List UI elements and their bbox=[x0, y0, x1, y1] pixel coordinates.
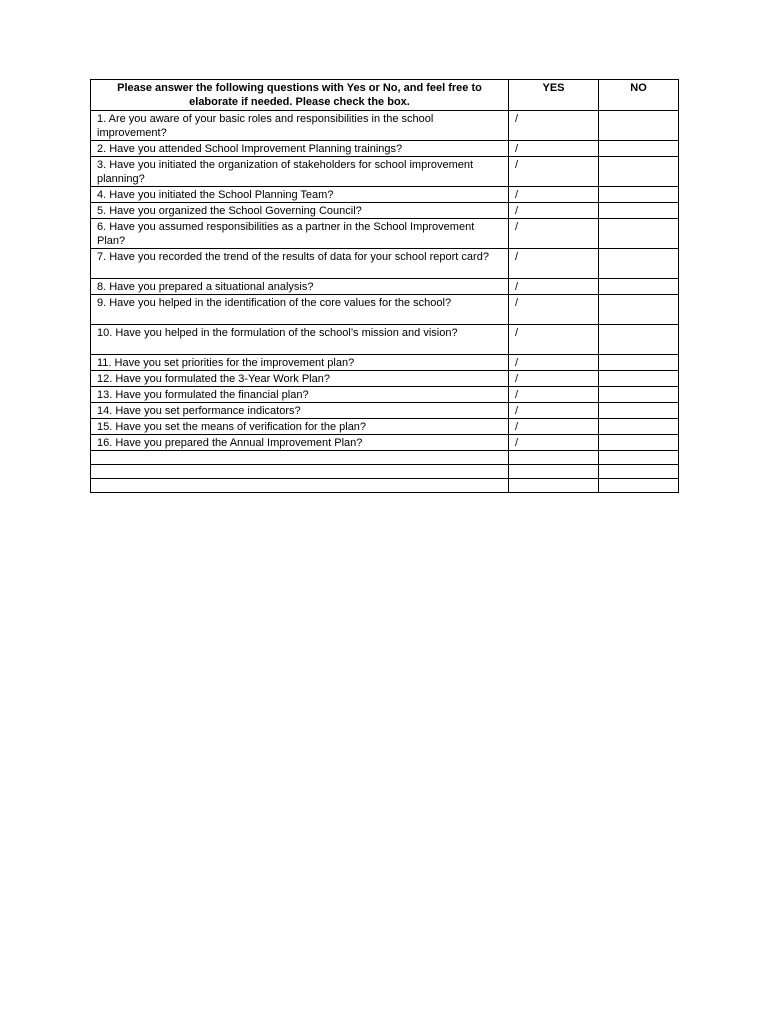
yes-checkbox-cell[interactable]: / bbox=[509, 435, 599, 451]
no-checkbox-cell[interactable] bbox=[599, 355, 679, 371]
yes-checkbox-cell[interactable]: / bbox=[509, 387, 599, 403]
yes-checkbox-cell[interactable]: / bbox=[509, 371, 599, 387]
no-checkbox-cell[interactable] bbox=[599, 403, 679, 419]
question-column-header: Please answer the following questions with Yes or No, and feel free to elaborate if needed. Please check the box. bbox=[91, 80, 509, 111]
table-row bbox=[91, 325, 679, 355]
table-row bbox=[91, 111, 679, 141]
question-cell: 13. Have you formulated the financial plan? bbox=[91, 387, 509, 403]
question-cell: 4. Have you initiated the School Planning Team? bbox=[91, 187, 509, 203]
table-row bbox=[91, 371, 679, 387]
no-checkbox-cell[interactable] bbox=[599, 111, 679, 141]
checklist-table bbox=[90, 79, 679, 493]
table-row bbox=[91, 141, 679, 157]
no-checkbox-cell[interactable] bbox=[599, 141, 679, 157]
table-row bbox=[91, 157, 679, 187]
no-checkbox-cell[interactable] bbox=[599, 249, 679, 279]
yes-checkbox-cell[interactable]: / bbox=[509, 419, 599, 435]
empty-yes-cell[interactable] bbox=[509, 451, 599, 465]
question-cell: 3. Have you initiated the organization of stakeholders for school improvement planning? bbox=[91, 157, 509, 187]
empty-question-cell[interactable] bbox=[91, 465, 509, 479]
question-cell: 11. Have you set priorities for the improvement plan? bbox=[91, 355, 509, 371]
empty-yes-cell[interactable] bbox=[509, 465, 599, 479]
table-row bbox=[91, 387, 679, 403]
yes-checkbox-cell[interactable]: / bbox=[509, 111, 599, 141]
empty-row bbox=[91, 479, 679, 493]
question-cell: 6. Have you assumed responsibilities as a partner in the School Improvement Plan? bbox=[91, 219, 509, 249]
empty-no-cell[interactable] bbox=[599, 479, 679, 493]
table-row bbox=[91, 419, 679, 435]
yes-checkbox-cell[interactable]: / bbox=[509, 325, 599, 355]
empty-no-cell[interactable] bbox=[599, 451, 679, 465]
no-checkbox-cell[interactable] bbox=[599, 187, 679, 203]
question-cell: 16. Have you prepared the Annual Improvement Plan? bbox=[91, 435, 509, 451]
header-row bbox=[91, 80, 679, 111]
no-checkbox-cell[interactable] bbox=[599, 435, 679, 451]
question-cell: 10. Have you helped in the formulation of the school’s mission and vision? bbox=[91, 325, 509, 355]
empty-yes-cell[interactable] bbox=[509, 479, 599, 493]
question-cell: 2. Have you attended School Improvement Planning trainings? bbox=[91, 141, 509, 157]
table-row bbox=[91, 403, 679, 419]
no-checkbox-cell[interactable] bbox=[599, 219, 679, 249]
yes-checkbox-cell[interactable]: / bbox=[509, 295, 599, 325]
question-cell: 12. Have you formulated the 3-Year Work Plan? bbox=[91, 371, 509, 387]
question-cell: 1. Are you aware of your basic roles and responsibilities in the school improvement? bbox=[91, 111, 509, 141]
question-cell: 8. Have you prepared a situational analysis? bbox=[91, 279, 509, 295]
yes-checkbox-cell[interactable]: / bbox=[509, 355, 599, 371]
question-cell: 9. Have you helped in the identification of the core values for the school? bbox=[91, 295, 509, 325]
table-row bbox=[91, 203, 679, 219]
table-row bbox=[91, 435, 679, 451]
no-checkbox-cell[interactable] bbox=[599, 295, 679, 325]
yes-checkbox-cell[interactable]: / bbox=[509, 219, 599, 249]
empty-question-cell[interactable] bbox=[91, 479, 509, 493]
yes-checkbox-cell[interactable]: / bbox=[509, 203, 599, 219]
table-row bbox=[91, 219, 679, 249]
no-checkbox-cell[interactable] bbox=[599, 279, 679, 295]
table-row bbox=[91, 249, 679, 279]
yes-checkbox-cell[interactable]: / bbox=[509, 279, 599, 295]
no-checkbox-cell[interactable] bbox=[599, 371, 679, 387]
empty-row bbox=[91, 451, 679, 465]
yes-checkbox-cell[interactable]: / bbox=[509, 141, 599, 157]
table-row bbox=[91, 187, 679, 203]
table-row bbox=[91, 279, 679, 295]
yes-checkbox-cell[interactable]: / bbox=[509, 157, 599, 187]
question-cell: 14. Have you set performance indicators? bbox=[91, 403, 509, 419]
no-checkbox-cell[interactable] bbox=[599, 419, 679, 435]
empty-question-cell[interactable] bbox=[91, 451, 509, 465]
question-cell: 7. Have you recorded the trend of the results of data for your school report card? bbox=[91, 249, 509, 279]
table-row bbox=[91, 295, 679, 325]
no-checkbox-cell[interactable] bbox=[599, 387, 679, 403]
yes-checkbox-cell[interactable]: / bbox=[509, 403, 599, 419]
question-cell: 15. Have you set the means of verification for the plan? bbox=[91, 419, 509, 435]
no-column-header: NO bbox=[599, 80, 679, 111]
table-row bbox=[91, 355, 679, 371]
yes-checkbox-cell[interactable]: / bbox=[509, 249, 599, 279]
question-cell: 5. Have you organized the School Governing Council? bbox=[91, 203, 509, 219]
empty-no-cell[interactable] bbox=[599, 465, 679, 479]
no-checkbox-cell[interactable] bbox=[599, 325, 679, 355]
no-checkbox-cell[interactable] bbox=[599, 203, 679, 219]
no-checkbox-cell[interactable] bbox=[599, 157, 679, 187]
empty-row bbox=[91, 465, 679, 479]
yes-checkbox-cell[interactable]: / bbox=[509, 187, 599, 203]
yes-column-header: YES bbox=[509, 80, 599, 111]
